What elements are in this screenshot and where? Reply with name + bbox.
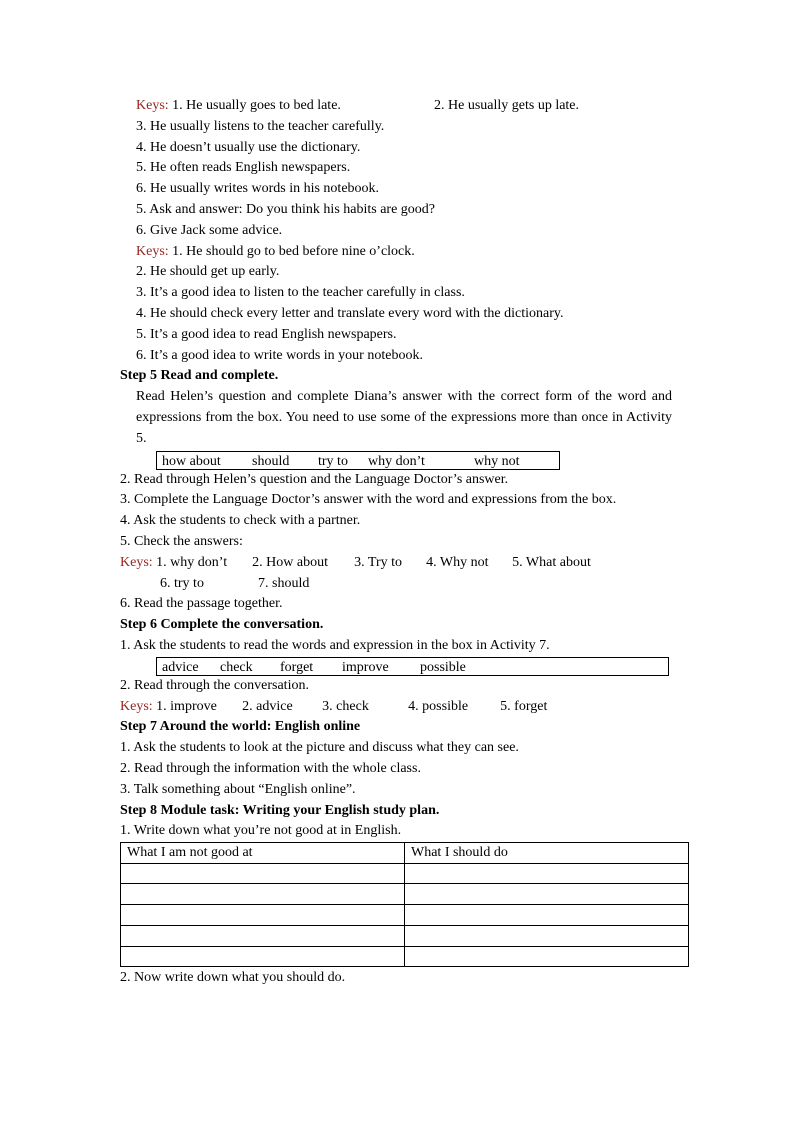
table-cell[interactable] <box>405 946 689 967</box>
box-word: should <box>252 453 290 469</box>
table-row <box>121 905 689 926</box>
list-item: 2. He should get up early. <box>136 264 280 280</box>
key-item: 1. improve <box>156 698 217 714</box>
list-item: 3. Talk something about “English online”. <box>120 781 356 797</box>
table-cell[interactable] <box>121 863 405 884</box>
table-cell[interactable] <box>121 884 405 905</box>
keys-line <box>120 553 690 574</box>
list-item: 5. He often reads English newspapers. <box>136 160 351 176</box>
table-cell[interactable] <box>405 905 689 926</box>
list-item: 2. Read through Helen’s question and the Language Doctor’s answer. <box>120 471 509 487</box>
word-box <box>156 451 560 470</box>
box-word: try to <box>318 453 348 469</box>
keys-label: Keys: <box>136 98 169 113</box>
list-item: 4. He doesn’t usually use the dictionary. <box>136 139 361 155</box>
list-item: 6. Give Jack some advice. <box>136 222 283 238</box>
table-header: What I should do <box>405 843 689 864</box>
document-page <box>120 96 690 989</box>
key-item: 5. What about <box>512 554 591 570</box>
list-item: 4. He should check every letter and translate every word with the dictionary. <box>136 305 564 321</box>
keys-line <box>120 96 690 117</box>
step5-heading: Step 5 Read and complete. <box>120 368 279 384</box>
table-row <box>121 884 689 905</box>
key-item: 5. forget <box>500 698 548 714</box>
table-cell[interactable] <box>405 863 689 884</box>
list-item: 5. Check the answers: <box>120 533 243 549</box>
list-item: 6. He usually writes words in his notebook. <box>136 181 380 197</box>
step5-intro: Read Helen’s question and complete Diana’s answer with the correct form of the word and expressions from the box. You need to use some of the expressions more than once in Activity 5. <box>136 389 672 446</box>
table-cell[interactable] <box>121 925 405 946</box>
box-word: improve <box>342 659 389 675</box>
key-item: 6. try to <box>160 575 204 591</box>
step8-heading: Step 8 Module task: Writing your English study plan. <box>120 802 440 818</box>
list-item: 6. It’s a good idea to write words in your notebook. <box>136 347 423 363</box>
list-item: 1. Ask the students to read the words and expression in the box in Activity 7. <box>120 637 550 653</box>
key-item: 2. advice <box>242 698 293 714</box>
table-row <box>121 946 689 967</box>
list-item: 3. He usually listens to the teacher carefully. <box>136 118 385 134</box>
study-plan-table <box>120 842 689 967</box>
key-item: 1. why don’t <box>156 554 228 570</box>
keys-label: Keys: <box>120 698 153 714</box>
key-item: 1. He should go to bed before nine o’clock. <box>172 243 415 259</box>
table-header-row <box>121 843 689 864</box>
key-item: 4. possible <box>408 698 469 714</box>
keys-line <box>120 697 690 718</box>
table-cell[interactable] <box>405 884 689 905</box>
key-item: 4. Why not <box>426 554 489 570</box>
table-cell[interactable] <box>121 946 405 967</box>
keys-line <box>120 242 690 263</box>
keys-line <box>120 574 690 595</box>
box-word: forget <box>280 659 314 675</box>
key-item: 7. should <box>258 575 310 591</box>
box-word: advice <box>162 659 199 675</box>
box-word: why not <box>474 453 520 469</box>
key-item: 2. He usually gets up late. <box>434 98 580 113</box>
word-box <box>156 657 669 676</box>
list-item: 2. Read through the conversation. <box>120 677 309 693</box>
step6-heading: Step 6 Complete the conversation. <box>120 617 324 633</box>
box-word: check <box>220 659 253 675</box>
keys-label: Keys: <box>120 554 153 570</box>
list-item: 2. Read through the information with the whole class. <box>120 760 421 776</box>
list-item: 3. It’s a good idea to listen to the teacher carefully in class. <box>136 285 465 301</box>
table-row <box>121 925 689 946</box>
key-item: 3. Try to <box>354 554 403 570</box>
keys-label: Keys: <box>136 243 169 259</box>
list-item: 5. Ask and answer: Do you think his habits are good? <box>136 201 436 217</box>
box-word: how about <box>162 453 221 469</box>
key-item: 1. He usually goes to bed late. <box>172 98 341 113</box>
table-cell[interactable] <box>405 925 689 946</box>
list-item: 3. Complete the Language Doctor’s answer with the word and expressions from the box. <box>120 492 617 508</box>
list-item: 2. Now write down what you should do. <box>120 970 346 986</box>
list-item: 4. Ask the students to check with a partner. <box>120 513 361 529</box>
key-item: 2. How about <box>252 554 328 570</box>
table-header: What I am not good at <box>121 843 405 864</box>
step7-heading: Step 7 Around the world: English online <box>120 719 361 735</box>
box-word: possible <box>420 659 466 675</box>
table-cell[interactable] <box>121 905 405 926</box>
list-item: 1. Ask the students to look at the picture and discuss what they can see. <box>120 740 519 756</box>
list-item: 5. It’s a good idea to read English newspapers. <box>136 326 397 342</box>
box-word: why don’t <box>368 453 425 469</box>
key-item: 3. check <box>322 698 369 714</box>
list-item: 1. Write down what you’re not good at in English. <box>120 823 402 839</box>
list-item: 6. Read the passage together. <box>120 596 283 612</box>
table-row <box>121 863 689 884</box>
